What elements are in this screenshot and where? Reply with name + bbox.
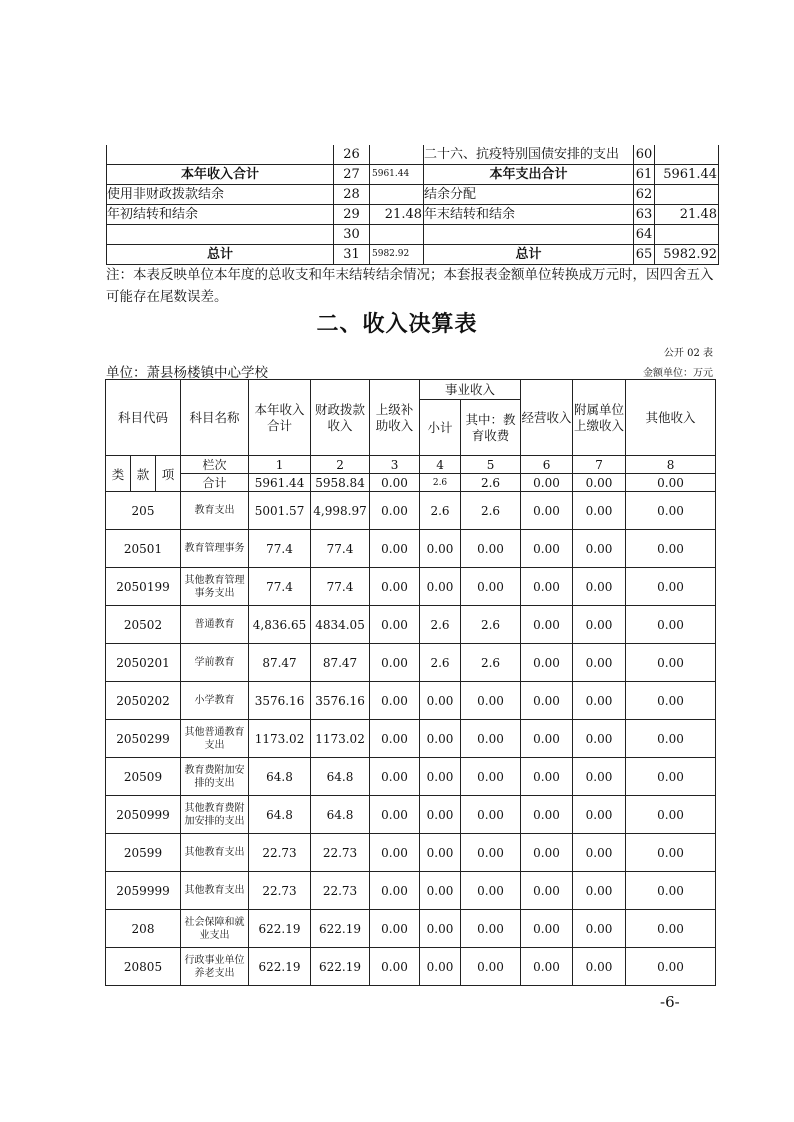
amount-cell: 0.00 xyxy=(370,834,420,872)
subject-code: 2050201 xyxy=(106,644,181,682)
header-row-1 xyxy=(106,380,716,400)
amount-cell: 0.00 xyxy=(370,682,420,720)
summary-table-continuation xyxy=(106,145,719,265)
summary-right-row-no: 62 xyxy=(634,185,655,205)
amount-cell: 0.00 xyxy=(521,720,573,758)
table-row xyxy=(106,796,716,834)
table-row xyxy=(106,758,716,796)
amount-cell: 0.00 xyxy=(370,758,420,796)
summary-right-label: 二十六、抗疫特别国债安排的支出 xyxy=(424,145,634,165)
subject-code: 2059999 xyxy=(106,872,181,910)
subject-code: 205 xyxy=(106,492,181,530)
column-number-row xyxy=(106,456,716,474)
amount-cell: 0.00 xyxy=(461,568,521,606)
total-value: 0.00 xyxy=(626,474,716,492)
column-no: 5 xyxy=(461,456,521,474)
amount-cell: 2.6 xyxy=(461,606,521,644)
total-value: 5961.44 xyxy=(249,474,311,492)
amount-cell: 0.00 xyxy=(573,834,626,872)
amount-cell: 0.00 xyxy=(370,796,420,834)
section-title: 二、收入决算表 xyxy=(316,312,478,337)
table-row xyxy=(106,682,716,720)
subject-code: 20509 xyxy=(106,758,181,796)
amount-cell: 5001.57 xyxy=(249,492,311,530)
header-name: 科目名称 xyxy=(181,380,249,456)
summary-right-value xyxy=(655,145,719,165)
amount-cell: 0.00 xyxy=(626,568,716,606)
summary-left-label: 年初结转和结余 xyxy=(107,205,334,225)
column-no: 2 xyxy=(311,456,370,474)
column-no: 6 xyxy=(521,456,573,474)
amount-cell: 622.19 xyxy=(249,910,311,948)
column-no: 1 xyxy=(249,456,311,474)
subject-name: 其他普通教育支出 xyxy=(181,720,249,758)
amount-cell: 22.73 xyxy=(249,872,311,910)
summary-right-value: 5961.44 xyxy=(655,165,719,185)
summary-row xyxy=(107,225,719,245)
amount-cell: 2.6 xyxy=(461,644,521,682)
subject-name: 其他教育管理事务支出 xyxy=(181,568,249,606)
summary-right-label: 总计 xyxy=(424,245,634,265)
amount-cell: 0.00 xyxy=(420,720,461,758)
amount-cell: 0.00 xyxy=(573,568,626,606)
amount-cell: 2.6 xyxy=(420,492,461,530)
summary-row xyxy=(107,185,719,205)
amount-cell: 4,836.65 xyxy=(249,606,311,644)
header-lei: 类 xyxy=(106,456,131,492)
summary-left-row-no: 28 xyxy=(334,185,370,205)
amount-cell: 0.00 xyxy=(461,758,521,796)
amount-cell: 0.00 xyxy=(626,796,716,834)
total-value: 0.00 xyxy=(370,474,420,492)
amount-cell: 0.00 xyxy=(420,758,461,796)
amount-cell: 77.4 xyxy=(249,530,311,568)
subject-name: 教育管理事务 xyxy=(181,530,249,568)
amount-cell: 0.00 xyxy=(573,606,626,644)
table-row xyxy=(106,720,716,758)
amount-cell: 0.00 xyxy=(370,872,420,910)
amount-cell: 0.00 xyxy=(370,910,420,948)
total-value: 2.6 xyxy=(420,474,461,492)
amount-cell: 0.00 xyxy=(573,758,626,796)
column-no: 4 xyxy=(420,456,461,474)
table-row xyxy=(106,834,716,872)
summary-row xyxy=(107,245,719,265)
header-subtotal: 小计 xyxy=(420,400,461,456)
amount-cell: 0.00 xyxy=(461,720,521,758)
total-label: 合计 xyxy=(181,474,249,492)
summary-left-row-no: 27 xyxy=(334,165,370,185)
amount-cell: 0.00 xyxy=(626,758,716,796)
subject-code: 2050299 xyxy=(106,720,181,758)
amount-cell: 77.4 xyxy=(311,568,370,606)
amount-cell: 622.19 xyxy=(249,948,311,986)
amount-cell: 3576.16 xyxy=(311,682,370,720)
summary-right-row-no: 60 xyxy=(634,145,655,165)
subject-code: 20805 xyxy=(106,948,181,986)
amount-cell: 0.00 xyxy=(626,644,716,682)
amount-cell: 0.00 xyxy=(626,834,716,872)
subject-name: 社会保障和就业支出 xyxy=(181,910,249,948)
amount-cell: 64.8 xyxy=(311,796,370,834)
amount-cell: 0.00 xyxy=(461,796,521,834)
summary-left-label: 本年收入合计 xyxy=(107,165,334,185)
amount-cell: 0.00 xyxy=(420,682,461,720)
amount-cell: 87.47 xyxy=(311,644,370,682)
amount-cell: 0.00 xyxy=(461,948,521,986)
amount-cell: 0.00 xyxy=(370,720,420,758)
subject-code: 20502 xyxy=(106,606,181,644)
summary-right-row-no: 61 xyxy=(634,165,655,185)
subject-code: 20501 xyxy=(106,530,181,568)
amount-cell: 2.6 xyxy=(420,606,461,644)
form-number: 公开 02 表 xyxy=(663,348,713,359)
amount-cell: 0.00 xyxy=(521,910,573,948)
amount-cell: 22.73 xyxy=(249,834,311,872)
summary-right-label xyxy=(424,225,634,245)
amount-cell: 0.00 xyxy=(521,606,573,644)
total-value: 0.00 xyxy=(573,474,626,492)
amount-cell: 0.00 xyxy=(521,758,573,796)
amount-cell: 77.4 xyxy=(311,530,370,568)
column-no: 8 xyxy=(626,456,716,474)
amount-cell: 0.00 xyxy=(420,796,461,834)
amount-cell: 0.00 xyxy=(370,568,420,606)
amount-cell: 0.00 xyxy=(461,872,521,910)
total-value: 0.00 xyxy=(521,474,573,492)
header-operating: 经营收入 xyxy=(521,380,573,456)
summary-left-label xyxy=(107,145,334,165)
summary-left-value xyxy=(370,185,424,205)
header-xiang: 项 xyxy=(156,456,181,492)
amount-cell: 64.8 xyxy=(249,796,311,834)
amount-cell: 622.19 xyxy=(311,910,370,948)
total-row xyxy=(106,474,716,492)
subject-code: 2050199 xyxy=(106,568,181,606)
column-no-label: 栏次 xyxy=(181,456,249,474)
summary-row xyxy=(107,165,719,185)
summary-left-value xyxy=(370,145,424,165)
summary-right-row-no: 65 xyxy=(634,245,655,265)
amount-cell: 622.19 xyxy=(311,948,370,986)
amount-cell: 0.00 xyxy=(573,530,626,568)
summary-left-value xyxy=(370,225,424,245)
amount-cell: 0.00 xyxy=(420,834,461,872)
amount-cell: 2.6 xyxy=(420,644,461,682)
income-final-accounts-table xyxy=(105,379,716,986)
amount-cell: 0.00 xyxy=(461,834,521,872)
subject-code: 208 xyxy=(106,910,181,948)
amount-cell: 0.00 xyxy=(573,682,626,720)
table-row xyxy=(106,910,716,948)
summary-left-row-no: 26 xyxy=(334,145,370,165)
summary-left-row-no: 30 xyxy=(334,225,370,245)
subject-name: 教育费附加安排的支出 xyxy=(181,758,249,796)
summary-right-value: 5982.92 xyxy=(655,245,719,265)
subject-code: 2050999 xyxy=(106,796,181,834)
amount-cell: 0.00 xyxy=(626,606,716,644)
summary-row xyxy=(107,145,719,165)
amount-cell: 0.00 xyxy=(521,492,573,530)
amount-cell: 0.00 xyxy=(370,644,420,682)
amount-cell: 0.00 xyxy=(573,720,626,758)
amount-cell: 0.00 xyxy=(521,644,573,682)
amount-cell: 0.00 xyxy=(626,720,716,758)
summary-left-value: 5982.92 xyxy=(370,245,424,265)
header-fiscal: 财政拨款收入 xyxy=(311,380,370,456)
subject-name: 其他教育支出 xyxy=(181,834,249,872)
amount-cell: 0.00 xyxy=(573,910,626,948)
amount-cell: 0.00 xyxy=(420,872,461,910)
summary-right-value xyxy=(655,185,719,205)
amount-cell: 0.00 xyxy=(626,872,716,910)
amount-cell: 0.00 xyxy=(573,492,626,530)
header-code: 科目代码 xyxy=(106,380,181,456)
amount-cell: 0.00 xyxy=(626,530,716,568)
table-row xyxy=(106,530,716,568)
amount-cell: 0.00 xyxy=(573,948,626,986)
amount-cell: 0.00 xyxy=(573,644,626,682)
amount-cell: 0.00 xyxy=(370,492,420,530)
amount-cell: 0.00 xyxy=(626,682,716,720)
table-row xyxy=(106,568,716,606)
amount-cell: 22.73 xyxy=(311,872,370,910)
subject-name: 行政事业单位养老支出 xyxy=(181,948,249,986)
header-affiliated: 附属单位上缴收入 xyxy=(573,380,626,456)
summary-right-label: 年末结转和结余 xyxy=(424,205,634,225)
amount-cell: 0.00 xyxy=(521,948,573,986)
table-row xyxy=(106,492,716,530)
unit-label: 单位：萧县杨楼镇中心学校 xyxy=(106,365,268,381)
header-edu-fee: 其中：教育收费 xyxy=(461,400,521,456)
amount-cell: 0.00 xyxy=(573,796,626,834)
amount-cell: 4,998.97 xyxy=(311,492,370,530)
amount-unit-label: 金额单位：万元 xyxy=(643,368,713,379)
header-total: 本年收入合计 xyxy=(249,380,311,456)
subject-name: 学前教育 xyxy=(181,644,249,682)
amount-cell: 0.00 xyxy=(521,568,573,606)
table-note: 注：本表反映单位本年度的总收支和年末结转结余情况；本套报表金额单位转换成万元时，因四舍五入可能存在尾数误差。 xyxy=(106,267,714,305)
column-no: 3 xyxy=(370,456,420,474)
amount-cell: 77.4 xyxy=(249,568,311,606)
amount-cell: 0.00 xyxy=(461,682,521,720)
summary-left-label: 使用非财政拨款结余 xyxy=(107,185,334,205)
page-number: -6- xyxy=(660,993,680,1011)
summary-right-value: 21.48 xyxy=(655,205,719,225)
amount-cell: 0.00 xyxy=(573,872,626,910)
amount-cell: 87.47 xyxy=(249,644,311,682)
table-row xyxy=(106,872,716,910)
summary-right-label: 本年支出合计 xyxy=(424,165,634,185)
table-row xyxy=(106,948,716,986)
amount-cell: 1173.02 xyxy=(249,720,311,758)
column-no: 7 xyxy=(573,456,626,474)
amount-cell: 0.00 xyxy=(420,948,461,986)
summary-right-row-no: 64 xyxy=(634,225,655,245)
summary-left-value: 5961.44 xyxy=(370,165,424,185)
amount-cell: 0.00 xyxy=(370,530,420,568)
amount-cell: 64.8 xyxy=(249,758,311,796)
summary-right-value xyxy=(655,225,719,245)
amount-cell: 2.6 xyxy=(461,492,521,530)
amount-cell: 0.00 xyxy=(420,910,461,948)
summary-left-label: 总计 xyxy=(107,245,334,265)
amount-cell: 0.00 xyxy=(521,682,573,720)
subject-name: 教育支出 xyxy=(181,492,249,530)
subject-code: 2050202 xyxy=(106,682,181,720)
table-row xyxy=(106,644,716,682)
amount-cell: 64.8 xyxy=(311,758,370,796)
amount-cell: 0.00 xyxy=(370,948,420,986)
amount-cell: 0.00 xyxy=(521,834,573,872)
amount-cell: 0.00 xyxy=(521,872,573,910)
subject-name: 小学教育 xyxy=(181,682,249,720)
amount-cell: 0.00 xyxy=(521,796,573,834)
amount-cell: 1173.02 xyxy=(311,720,370,758)
amount-cell: 0.00 xyxy=(626,910,716,948)
subject-name: 其他教育支出 xyxy=(181,872,249,910)
total-value: 2.6 xyxy=(461,474,521,492)
amount-cell: 0.00 xyxy=(420,568,461,606)
header-business: 事业收入 xyxy=(420,380,521,400)
total-value: 5958.84 xyxy=(311,474,370,492)
header-kuan: 款 xyxy=(131,456,156,492)
amount-cell: 0.00 xyxy=(521,530,573,568)
amount-cell: 0.00 xyxy=(626,492,716,530)
subject-name: 其他教育费附加安排的支出 xyxy=(181,796,249,834)
summary-left-label xyxy=(107,225,334,245)
amount-cell: 0.00 xyxy=(626,948,716,986)
amount-cell: 0.00 xyxy=(461,910,521,948)
summary-right-row-no: 63 xyxy=(634,205,655,225)
summary-row xyxy=(107,205,719,225)
amount-cell: 0.00 xyxy=(461,530,521,568)
header-other: 其他收入 xyxy=(626,380,716,456)
amount-cell: 3576.16 xyxy=(249,682,311,720)
summary-left-value: 21.48 xyxy=(370,205,424,225)
subject-name: 普通教育 xyxy=(181,606,249,644)
amount-cell: 0.00 xyxy=(370,606,420,644)
subject-code: 20599 xyxy=(106,834,181,872)
table-row xyxy=(106,606,716,644)
summary-right-label: 结余分配 xyxy=(424,185,634,205)
summary-left-row-no: 31 xyxy=(334,245,370,265)
amount-cell: 4834.05 xyxy=(311,606,370,644)
summary-left-row-no: 29 xyxy=(334,205,370,225)
amount-cell: 22.73 xyxy=(311,834,370,872)
amount-cell: 0.00 xyxy=(420,530,461,568)
header-superior: 上级补助收入 xyxy=(370,380,420,456)
